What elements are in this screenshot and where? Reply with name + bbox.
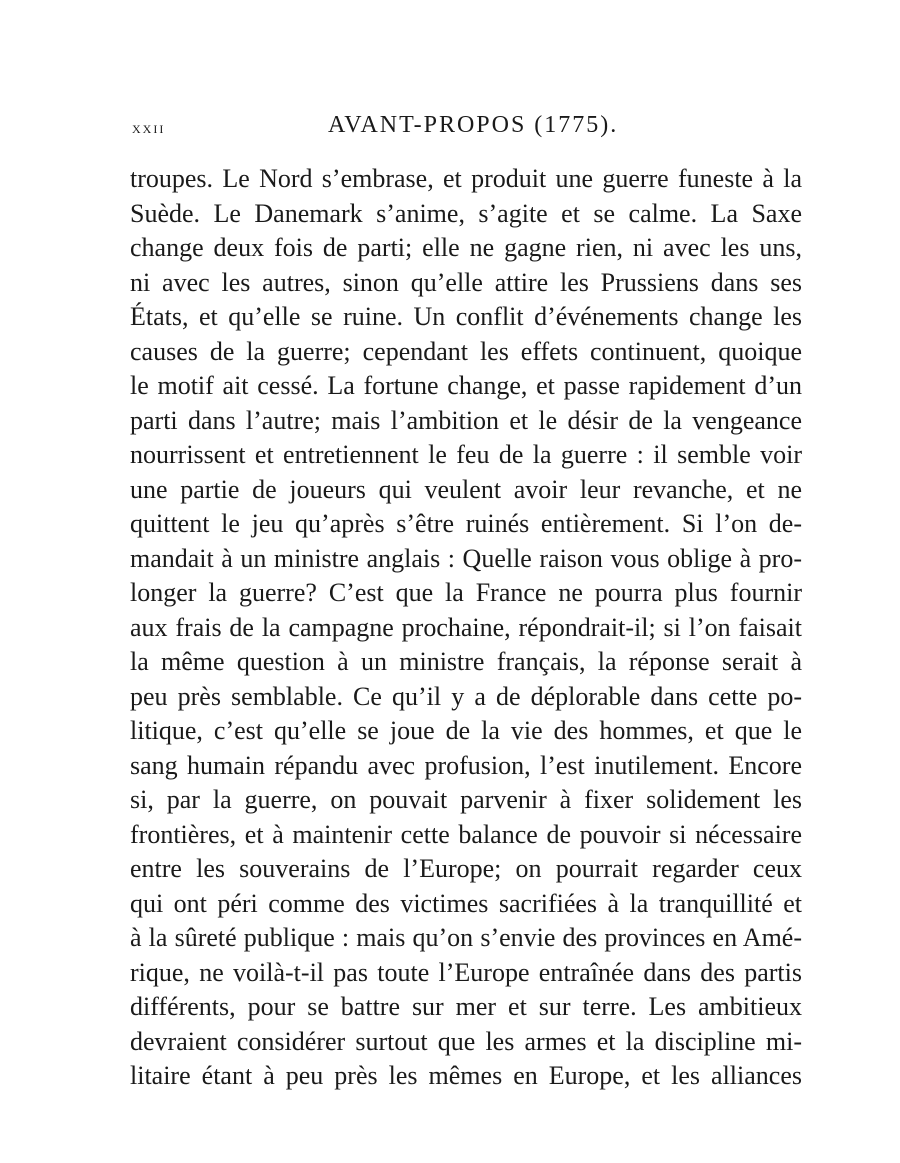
text-line: longer la guerre? C’est que la France ne pourra plus fournir (130, 578, 802, 607)
text-line: mandait à un ministre anglais : Quelle raison vous oblige à pro- (130, 543, 802, 573)
text-line: Suède. Le Danemark s’anime, s’agite et se calme. La Saxe (130, 198, 802, 228)
text-line: troupes. Le Nord s’embrase, et produit une guerre funeste à la (130, 164, 802, 193)
text-line: le motif ait cessé. La fortune change, et passe rapidement d’un (130, 371, 802, 400)
text-line: si, par la guerre, on pouvait parvenir à fixer solidement les (130, 785, 802, 814)
text-line: peu près semblable. Ce qu’il y a de déplorable dans cette po- (130, 681, 802, 711)
text-line: frontières, et à maintenir cette balance de pouvoir si nécessaire (130, 819, 802, 849)
text-line: à la sûreté publique : mais qu’on s’envie des provinces en Amé- (130, 923, 802, 952)
text-line: la même question à un ministre français, la réponse serait à (130, 647, 802, 676)
text-line: différents, pour se battre sur mer et sur terre. Les ambitieux (130, 992, 802, 1021)
text-line: causes de la guerre; cependant les effets continuent, quoique (130, 336, 802, 366)
page-number: xxii (132, 118, 166, 137)
text-line: États, et qu’elle se ruine. Un conflit d’événements change les (130, 302, 802, 331)
text-line: rique, ne voilà-t-il pas toute l’Europe entraînée dans des partis (130, 957, 802, 987)
text-line: quittent le jeu qu’après s’être ruinés entièrement. Si l’on de- (130, 509, 802, 538)
text-line: qui ont péri comme des victimes sacrifiées à la tranquillité et (130, 888, 802, 918)
text-line: ni avec les autres, sinon qu’elle attire les Prussiens dans ses (130, 267, 802, 297)
text-line: aux frais de la campagne prochaine, répondrait-il; si l’on faisait (130, 612, 802, 642)
body-text (130, 162, 802, 1094)
text-line: parti dans l’autre; mais l’ambition et le désir de la vengeance (130, 405, 802, 435)
text-line: litaire étant à peu près les mêmes en Europe, et les alliances (130, 1061, 802, 1090)
text-line: change deux fois de parti; elle ne gagne rien, ni avec les uns, (130, 233, 802, 262)
text-line: une partie de joueurs qui veulent avoir leur revanche, et ne (130, 474, 802, 504)
text-line: litique, c’est qu’elle se joue de la vie des hommes, et que le (130, 716, 802, 745)
running-head (132, 112, 802, 146)
text-line: entre les souverains de l’Europe; on pourrait regarder ceux (130, 854, 802, 883)
text-line: nourrissent et entretiennent le feu de la guerre : il semble voir (130, 440, 802, 469)
running-title: AVANT-PROPOS (1775). (328, 112, 619, 138)
text-line: devraient considérer surtout que les armes et la discipline mi- (130, 1026, 802, 1056)
text-line: sang humain répandu avec profusion, l’est inutilement. Encore (130, 750, 802, 780)
